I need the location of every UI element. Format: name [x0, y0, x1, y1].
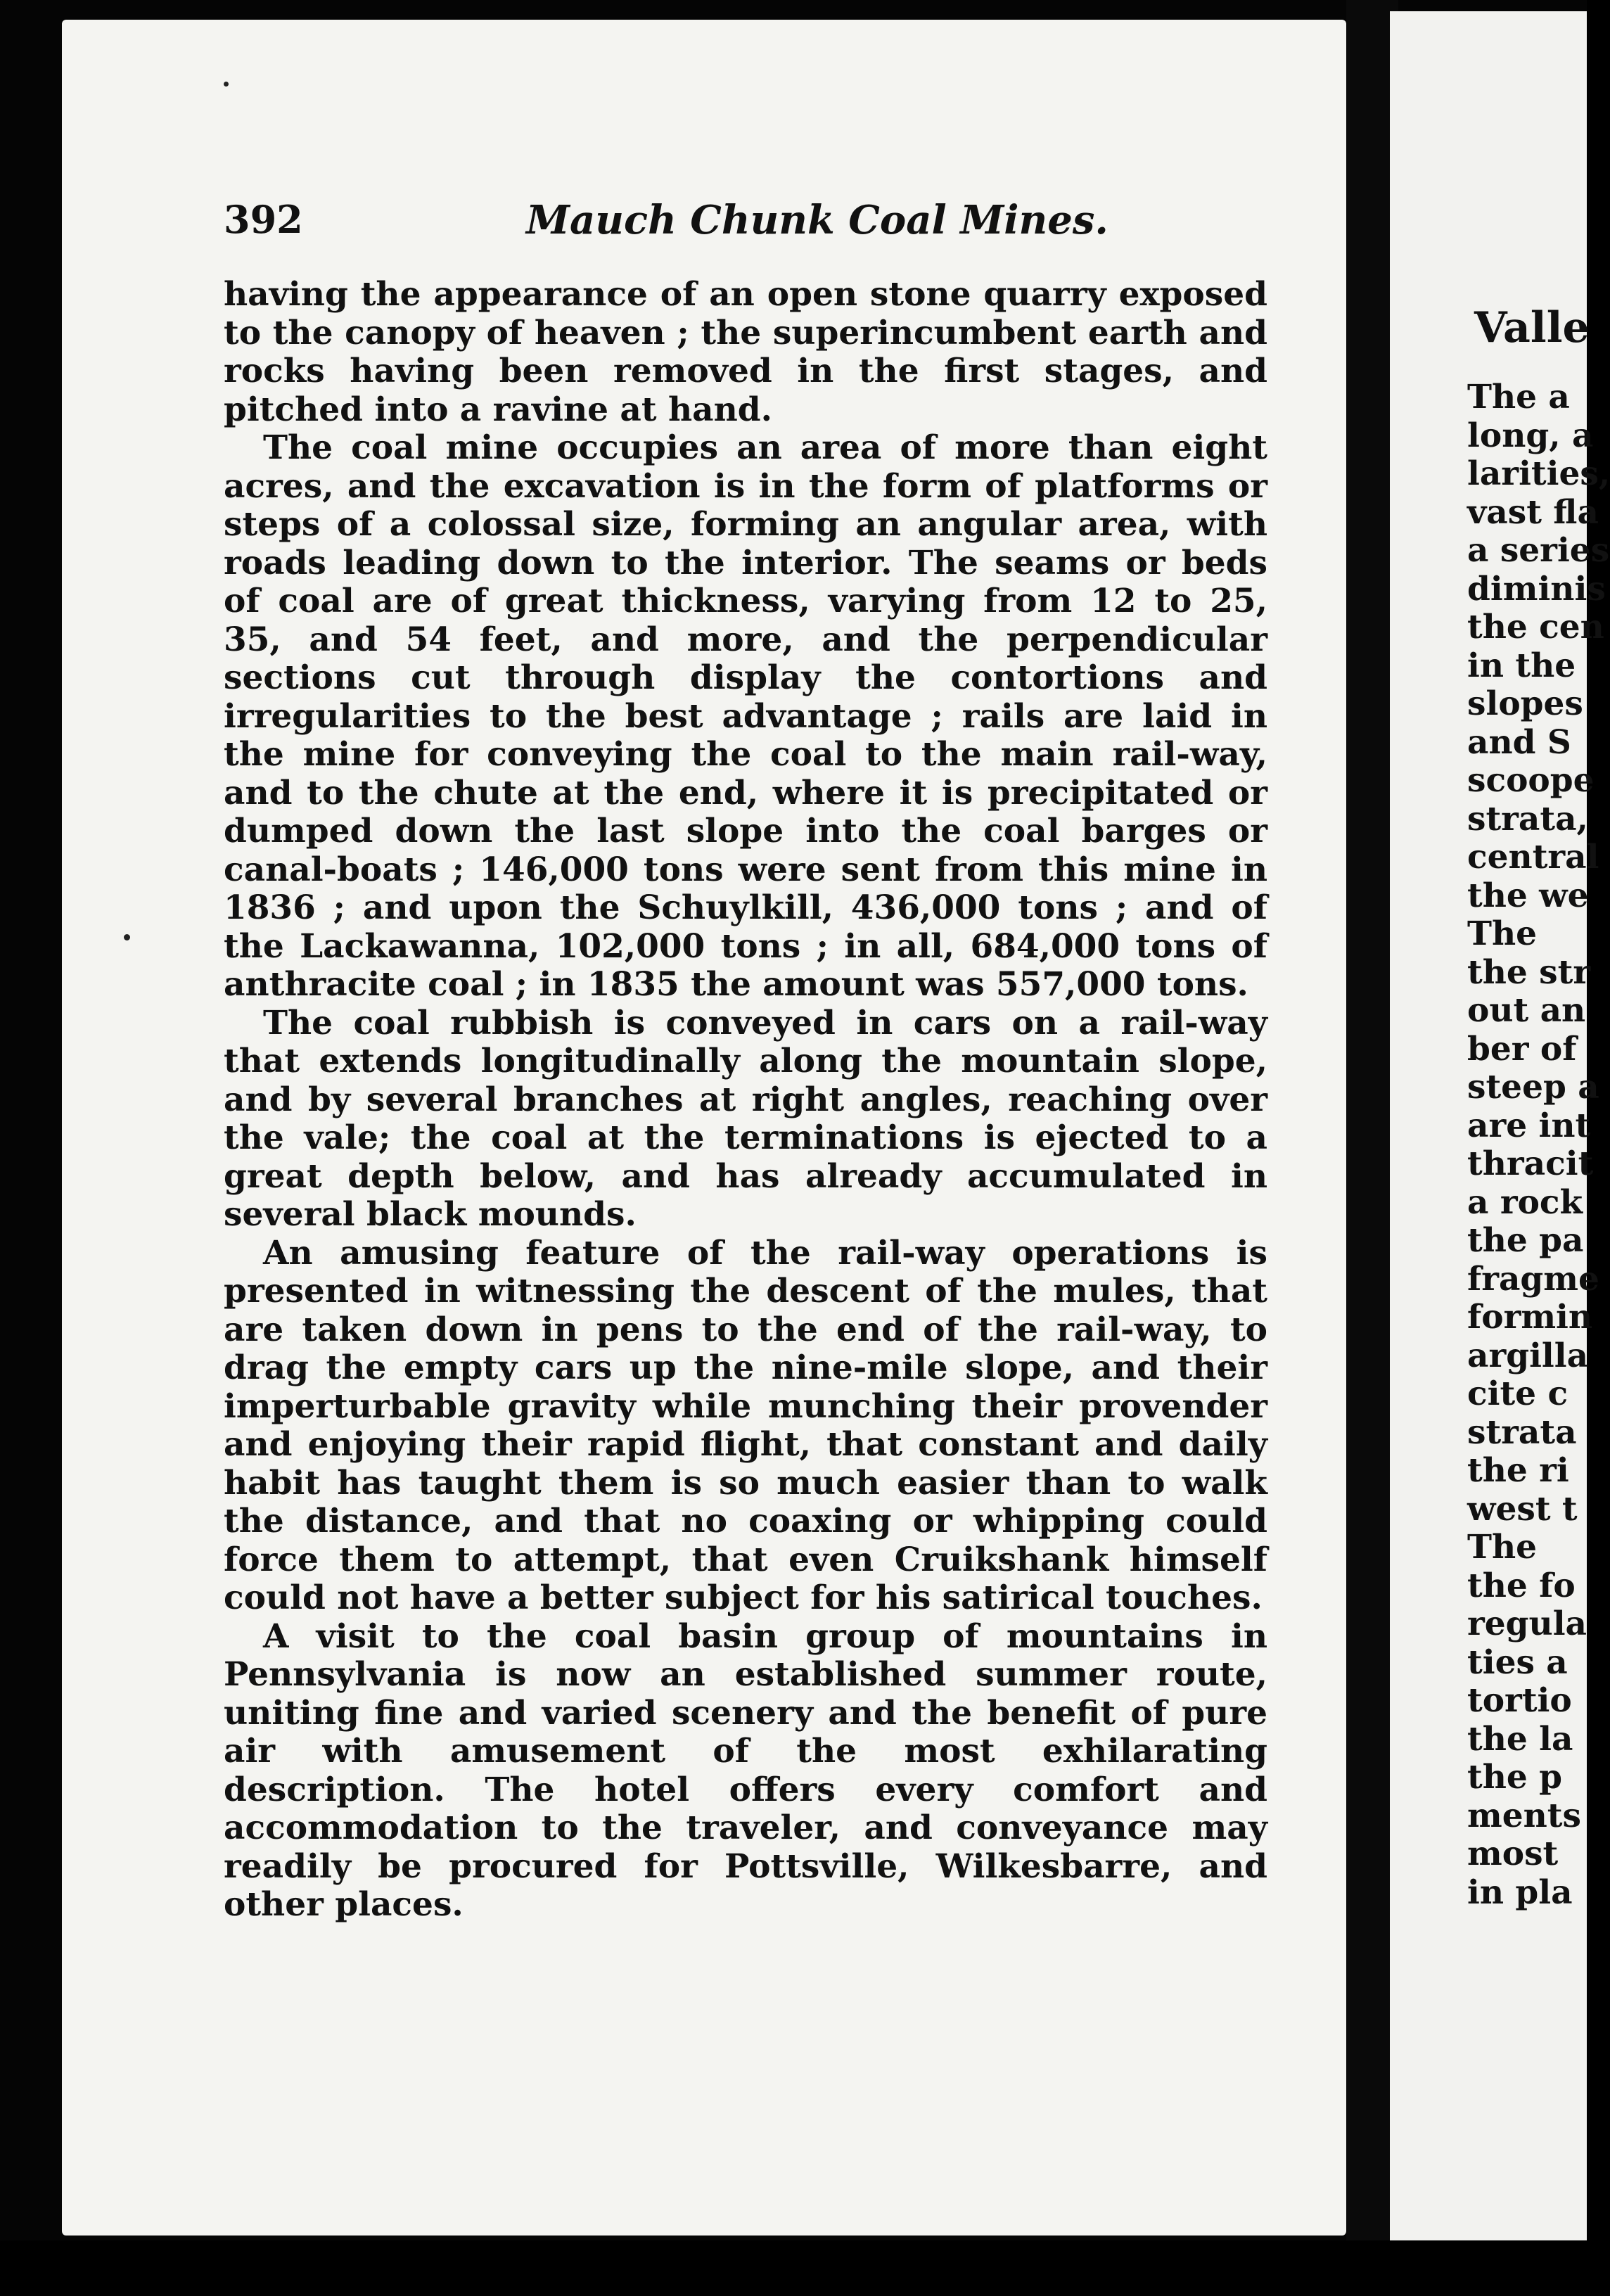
right-page-line-fragment: vast fla [1467, 492, 1599, 532]
right-page-line-fragment: The a [1467, 378, 1570, 416]
right-page-line-fragment: are int [1467, 1106, 1591, 1145]
right-page-line-fragment: out an [1467, 991, 1586, 1030]
right-page-line-fragment: the fo [1467, 1566, 1576, 1605]
right-page-line-fragment: the la [1467, 1719, 1573, 1759]
right-page-line-fragment: the pa [1467, 1221, 1584, 1260]
body-text [224, 276, 1267, 1925]
right-page-line-fragment: long, a [1467, 416, 1594, 455]
right-page-line-fragment: most [1467, 1835, 1559, 1873]
paragraph-2: The coal mine occupies an area of more than eight acres, and the excavation is in the form of platforms or steps of a colossal size, forming an angular area, with roads leading down to the interior. The seams or beds of coal are of great thickness, varying from 12 to 25, 35, and 54 feet, and more, and the perpendicular sections cut through display the contortions and irregularities to the best advantage ; rails are laid in the mine for conveying the coal to the main rail-way, and to the chute at the end, where it is precipitated or dumped down the last slope into the coal barges or canal-boats ; 146,000 tons were sent from this mine in 1836 ; and upon the Schuylkill, 436,000 tons ; and of the Lackawanna, 102,000 tons ; in all, 684,000 tons of anthracite coal ; in 1835 the amount was 557,000 tons. [224, 428, 1267, 1004]
right-page-line-fragment: steep a [1467, 1068, 1599, 1106]
right-page-line-fragment: larities, [1467, 454, 1610, 493]
right-page-line-fragment: fragme [1467, 1259, 1599, 1299]
right-page-line-fragment: the we [1467, 876, 1589, 915]
right-page-line-fragment: central [1467, 838, 1599, 876]
right-page-line-fragment: scoope [1467, 761, 1595, 800]
right-page-heading-fragment: Valle [1474, 303, 1590, 352]
right-page-line-fragment: diminis [1467, 569, 1606, 608]
right-page [1390, 11, 1610, 2255]
right-page-line-fragment: ties a [1467, 1643, 1568, 1682]
right-page-line-fragment: ments [1467, 1796, 1581, 1835]
right-page-line-fragment: slopes [1467, 684, 1583, 723]
running-title: Mauch Chunk Coal Mines. [526, 197, 1109, 243]
right-page-line-fragment: strata, [1467, 799, 1588, 838]
paragraph-3: The coal rubbish is conveyed in cars on a rail-way that extends longitudinally along the mountain slope, and by several branches at right angles, reaching over the vale; the coal at the terminations is ejected to a great depth below, and has already accumulated in several black mounds. [224, 1003, 1267, 1234]
right-page-line-fragment: ber of [1467, 1029, 1577, 1069]
right-page-line-fragment: The [1467, 1528, 1538, 1567]
right-page-line-fragment: tortio [1467, 1681, 1572, 1720]
paragraph-5: A visit to the coal basin group of mountains in Pennsylvania is now an established summer route, uniting fine and varied scenery and the benefit of pure air with amusement of the most exhilarating description. The hotel offers every comfort and accommodation to the traveler, and conveyance may readily be procured for Pottsville, Wilkesbarre, and other places. [224, 1616, 1267, 1924]
right-page-line-fragment: the p [1467, 1758, 1563, 1797]
paragraph-1: having the appearance of an open stone quarry exposed to the canopy of heaven ; the superincumbent earth and rocks having been removed in the first stages, and pitched into a ravine at hand. [224, 275, 1267, 429]
right-page-line-fragment: The [1467, 914, 1538, 953]
right-page-line-fragment: the cen [1467, 608, 1604, 646]
paragraph-4: An amusing feature of the rail-way operations is presented in witnessing the descent of the mules, that are taken down in pens to the end of the rail-way, to drag the empty cars up the nine-mile slope, and their imperturbable gravity while munching their provender and enjoying their rapid flight, that constant and daily habit has taught them is so much easier than to walk the distance, and that no coaxing or whipping could force them to attempt, that even Cruikshank himself could not have a better subject for his satirical touches. [224, 1233, 1267, 1617]
right-page-line-fragment: a rock [1467, 1182, 1583, 1222]
right-page-text-fragments [1467, 378, 1610, 1912]
right-page-line-fragment: west t [1467, 1489, 1578, 1529]
page-number: 392 [224, 197, 303, 242]
right-page-line-fragment: formin [1467, 1298, 1593, 1337]
right-page-line-fragment: and S [1467, 722, 1571, 762]
page-header [224, 197, 1267, 246]
right-page-line-fragment: cite c [1467, 1375, 1569, 1413]
scan-bottom-border [0, 2240, 1587, 2296]
right-page-line-fragment: strata [1467, 1412, 1577, 1452]
right-page-line-fragment: the ri [1467, 1451, 1569, 1490]
right-page-line-fragment: the str [1467, 952, 1591, 992]
ink-speck [124, 934, 130, 940]
ink-speck [224, 82, 229, 87]
right-page-line-fragment: thracit [1467, 1144, 1594, 1183]
right-page-line-fragment: in the [1467, 646, 1576, 685]
right-page-line-fragment: regula [1467, 1605, 1587, 1643]
right-page-line-fragment: in pla [1467, 1873, 1573, 1912]
right-page-line-fragment: argilla [1467, 1336, 1589, 1375]
right-page-line-fragment: a series [1467, 531, 1610, 570]
